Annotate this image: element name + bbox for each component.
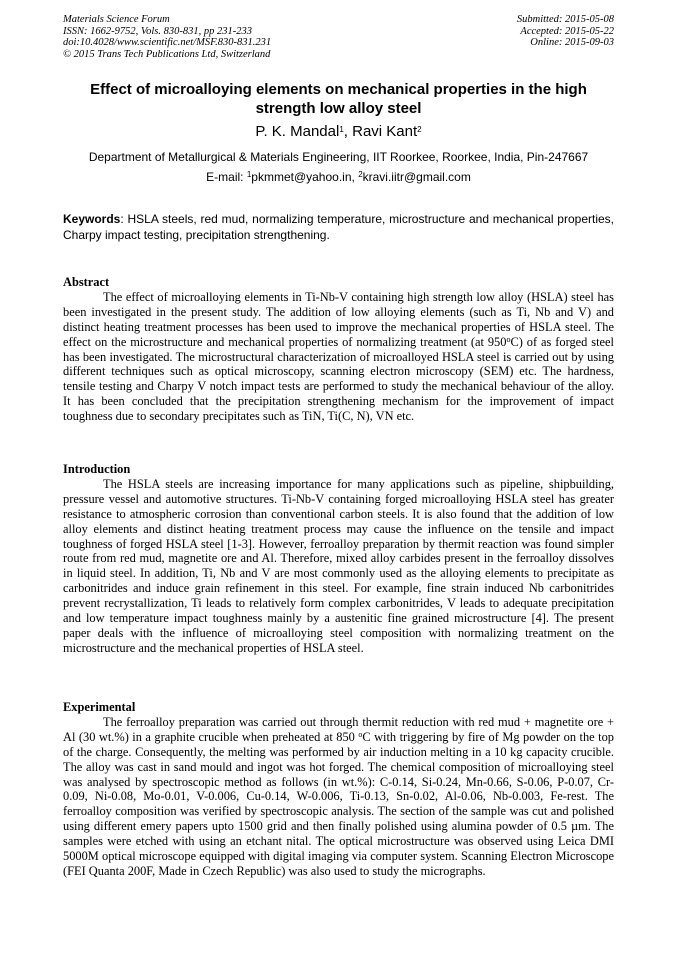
online-date: Online: 2015-09-03 (530, 37, 614, 49)
author-1-affil-mark: 1 (339, 125, 344, 134)
author-2: Ravi Kant (352, 123, 418, 140)
author-separator: , (343, 123, 353, 140)
abstract-text-a: The effect of microalloying elements in Ti-Nb-V containing high strength low alloy (HSLA) steel has been investigated in the present study. The addition of low alloying elements (such as Ti, Nb and V) and distinct heating treatment processes has been used to improve the mechanical properties of HSLA steel. The effect on the microstructure and mechanical properties of normalizing treatment (at 950 (63, 289, 614, 349)
abstract-paragraph (63, 290, 614, 424)
experimental-text-b: C with triggering by fire of Mg powder on the top of the charge. Consequently, the melting was performed by air induction melting in a 10 kg capacity crucible. The alloy was cast in sand mould and ingot was hot forged. The chemical composition of microalloying steel was analysed by spectroscopic method as follows (in wt.%): C-0.14, Si-0.24, Mn-0.66, S-0.06, P-0.07, Cr-0.09, Ni-0.08, Mo-0.01, V-0.006, Cu-0.14, W-0.006, Ti-0.13, Sn-0.02, Al-0.06, Nb-0.003, Fe-rest. The ferroalloy composition was verified by spectroscopic analysis. The section of the sample was cut and polished using different emery papers upto 1500 grid and then finally polished using alumina powder of 0.5 µm. The samples were etched with using an etchant nital. The optical microstructure was observed using Leica DMI 5000M optical microscope equipped with digital imaging via computer system. Scanning Electron Microscope (FEI Quanta 200F, Made in Czech Republic) was also used to study the micrographs. (63, 729, 614, 878)
email-1[interactable]: pkmmet@yahoo.in (251, 170, 352, 184)
abstract-section (63, 275, 614, 424)
journal-header-right (517, 14, 614, 49)
paper-title: Effect of microalloying elements on mechanical properties in the high strength low alloy steel (90, 81, 587, 117)
experimental-heading: Experimental (63, 700, 136, 714)
email-1-mark: 1 (246, 170, 252, 179)
experimental-section (63, 700, 614, 879)
abstract-text-b: C) of as forged steel has been investigated. The microstructural characterization of microalloyed HSLA steel is carried out by using different techniques such as optical microscopy, scanning electron microscopy (SEM) etc. The hardness, tensile testing and Charpy V notch impact tests are performed to study the mechanical behaviour of the alloy. It has been concluded that the precipitation strengthening mechanism for the improvement of impact toughness due to secondary precipitates such as TiN, Ti(C, N), VN etc. (63, 334, 614, 424)
experimental-text-a: The ferroalloy preparation was carried out through thermit reduction with red mud + magnetite ore + Al (30 wt.%) in a graphite crucible when preheated at 850 (63, 714, 614, 744)
doi-line: doi:10.4028/www.scientific.net/MSF.830-831.231 (63, 37, 272, 49)
affiliation: Department of Metallurgical & Materials Engineering, IIT Roorkee, Roorkee, India, Pin-247667 (88, 150, 589, 164)
email-2-mark: 2 (358, 170, 363, 179)
author-1: P. K. Mandal (255, 123, 340, 140)
keywords-text: HSLA steels, red mud, normalizing temperature, microstructure and mechanical properties, Charpy impact testing, precipitation strengthening. (63, 212, 615, 242)
abstract-heading: Abstract (63, 275, 110, 289)
introduction-section (63, 462, 614, 656)
issn-line: ISSN: 1662-9752, Vols. 830-831, pp 231-233 (63, 25, 252, 37)
keywords-colon: : (120, 212, 128, 226)
submitted-date: Submitted: 2015-05-08 (516, 14, 614, 25)
author-2-affil-mark: 2 (417, 125, 422, 134)
author-line (63, 122, 614, 141)
keywords (63, 212, 614, 243)
journal-name: Materials Science Forum (63, 14, 170, 25)
introduction-paragraph: The HSLA steels are increasing importance for many applications such as pipeline, shipbuilding, pressure vessel and automotive structures. Ti-Nb-V containing forged microalloying HSLA steel has greater resistance to atmospheric corrosion than conventional carbon steels. It is also found that the addition of low alloy elements and distinct heating treatment process may cause the influence on the tensile and impact toughness of forged HSLA steel [1-3]. However, ferroalloy preparation by thermit reaction was found simpler route from red mud, magnetite ore and Al. Therefore, mixed alloy carbides present in the ferroalloy dissolves in liquid steel. In addition, Ti, Nb and V are most commonly used as the alloying elements to precipitate as carbonitrides and induce grain refinement in this steel. For example, fine strain induced Nb carbonitrides prevent recrystallization, Ti leads to relatively form complex carbonitrides, V leads to adequate precipitation and low temperature impact toughness mainly by a austenitic fine grained microstructure [4]. The present paper deals with the influence of microalloying steel composition with normalizing treatment on the microstructure and the mechanical properties of HSLA steel. (63, 476, 614, 655)
degree-mark: o (358, 729, 363, 739)
keywords-label: Keywords (63, 212, 121, 226)
degree-mark: o (506, 334, 511, 344)
email-separator: , (351, 170, 359, 184)
email-2[interactable]: kravi.iitr@gmail.com (362, 170, 471, 184)
email-line (63, 170, 614, 185)
copyright-line: © 2015 Trans Tech Publications Ltd, Switzerland (63, 48, 271, 60)
introduction-heading: Introduction (63, 462, 131, 476)
journal-header-left (63, 14, 271, 60)
experimental-paragraph (63, 715, 614, 879)
accepted-date: Accepted: 2015-05-22 (520, 25, 614, 37)
email-label: E-mail: (206, 170, 247, 184)
